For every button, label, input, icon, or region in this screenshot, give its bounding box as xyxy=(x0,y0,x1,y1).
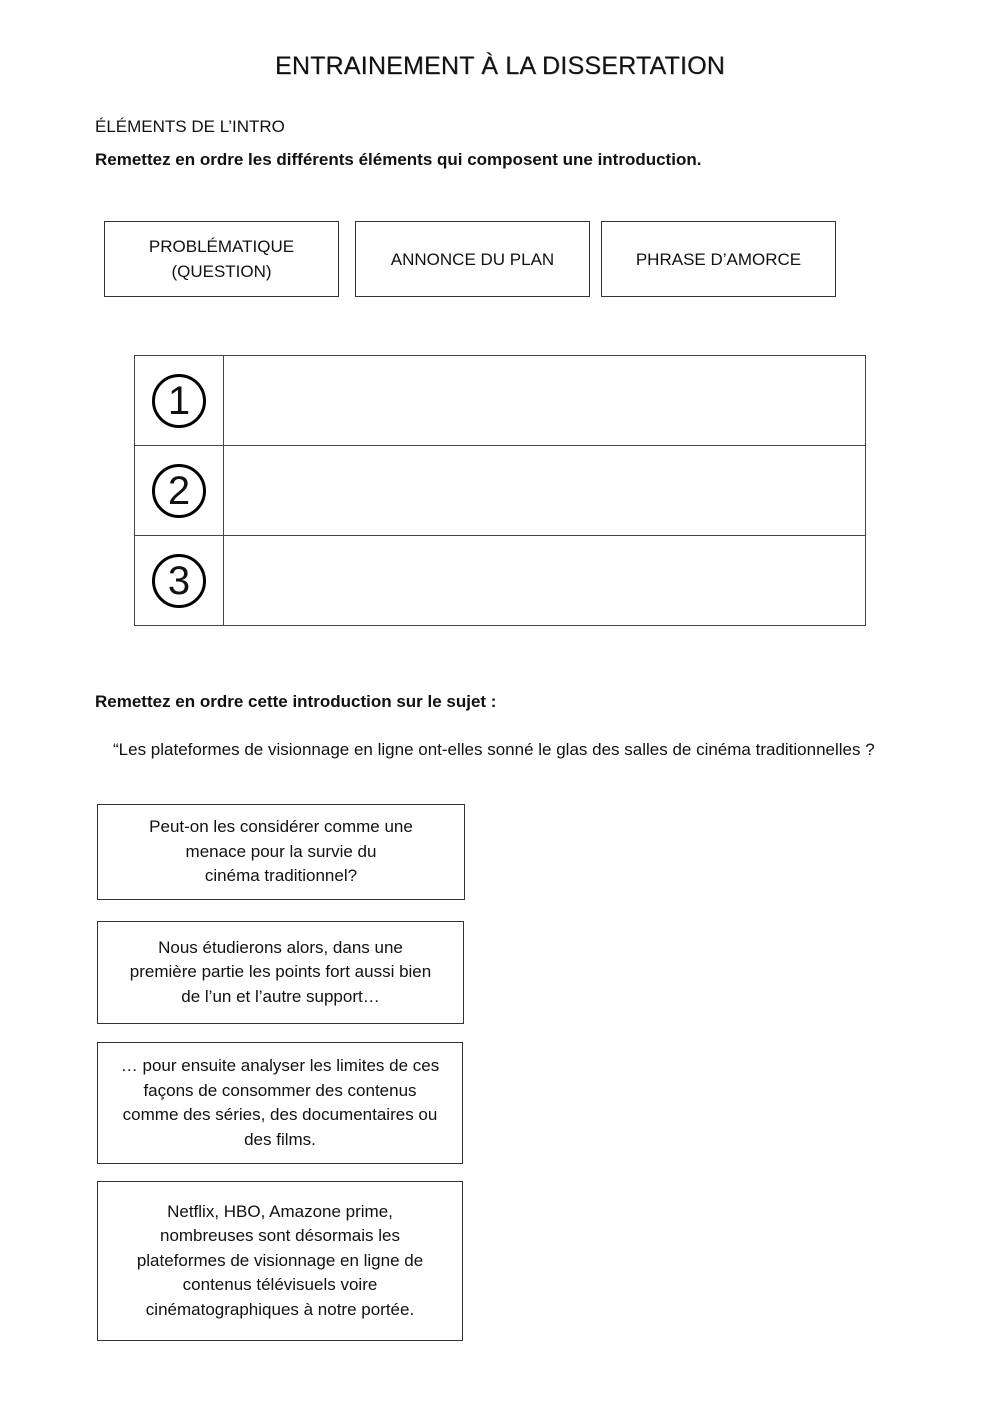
card-phrase-amorce[interactable] xyxy=(601,221,836,297)
order-row xyxy=(135,536,866,626)
passage-line: menace pour la survie du xyxy=(185,841,377,861)
circled-number-1: 1 xyxy=(152,374,206,428)
passage-line: cinéma traditionnel? xyxy=(204,866,358,886)
card-text: ANNONCE DU PLAN xyxy=(390,249,555,269)
passage-line: de l’un et l’autre support… xyxy=(181,986,380,1006)
passage-line: Peut-on les considérer comme une xyxy=(149,817,413,837)
passage-line: … pour ensuite analyser les limites de ces xyxy=(120,1056,440,1075)
drop-zone-1[interactable] xyxy=(224,356,866,446)
passage-line: Netflix, HBO, Amazone prime, xyxy=(167,1201,393,1221)
circled-number-3: 3 xyxy=(152,554,206,608)
passage-card-plan-part2[interactable] xyxy=(97,1042,463,1164)
subject-quote: “Les plateformes de visionnage en ligne ont-elles sonné le glas des salles de cinéma traditionnelles ? xyxy=(113,740,875,759)
passage-line: première partie les points fort aussi bien xyxy=(129,962,432,982)
section-label: ÉLÉMENTS DE L’INTRO xyxy=(95,117,285,136)
passage-line: comme des séries, des documentaires ou xyxy=(122,1105,438,1124)
instruction-intro-elements: Remettez en ordre les différents éléments qui composent une introduction. xyxy=(95,150,702,169)
passage-line: plateformes de visionnage en ligne de xyxy=(136,1250,424,1270)
card-text: PHRASE D’AMORCE xyxy=(635,249,802,269)
drop-zone-3[interactable] xyxy=(224,536,866,626)
passage-line: nombreuses sont désormais les xyxy=(159,1226,400,1246)
card-text: PROBLÉMATIQUE xyxy=(148,237,295,256)
passage-card-amorce[interactable] xyxy=(97,1181,463,1341)
passage-line: Nous étudierons alors, dans une xyxy=(158,937,403,957)
instruction-intro-order: Remettez en ordre cette introduction sur le sujet : xyxy=(95,692,497,711)
order-row xyxy=(135,446,866,536)
card-problematique[interactable] xyxy=(104,221,339,297)
order-row xyxy=(135,356,866,446)
passage-line: cinématographiques à notre portée. xyxy=(145,1299,415,1319)
card-annonce-du-plan[interactable] xyxy=(355,221,590,297)
passage-line: façons de consommer des contenus xyxy=(143,1080,417,1100)
passage-line: des films. xyxy=(244,1129,316,1149)
circled-number-2: 2 xyxy=(152,464,206,518)
drop-zone-2[interactable] xyxy=(224,446,866,536)
passage-line: contenus télévisuels voire xyxy=(182,1275,378,1295)
passage-card-plan-part1[interactable] xyxy=(97,921,464,1024)
page-title: ENTRAINEMENT À LA DISSERTATION xyxy=(274,52,726,80)
passage-card-question[interactable] xyxy=(97,804,465,900)
card-text: (QUESTION) xyxy=(171,262,272,281)
order-table xyxy=(134,355,866,626)
